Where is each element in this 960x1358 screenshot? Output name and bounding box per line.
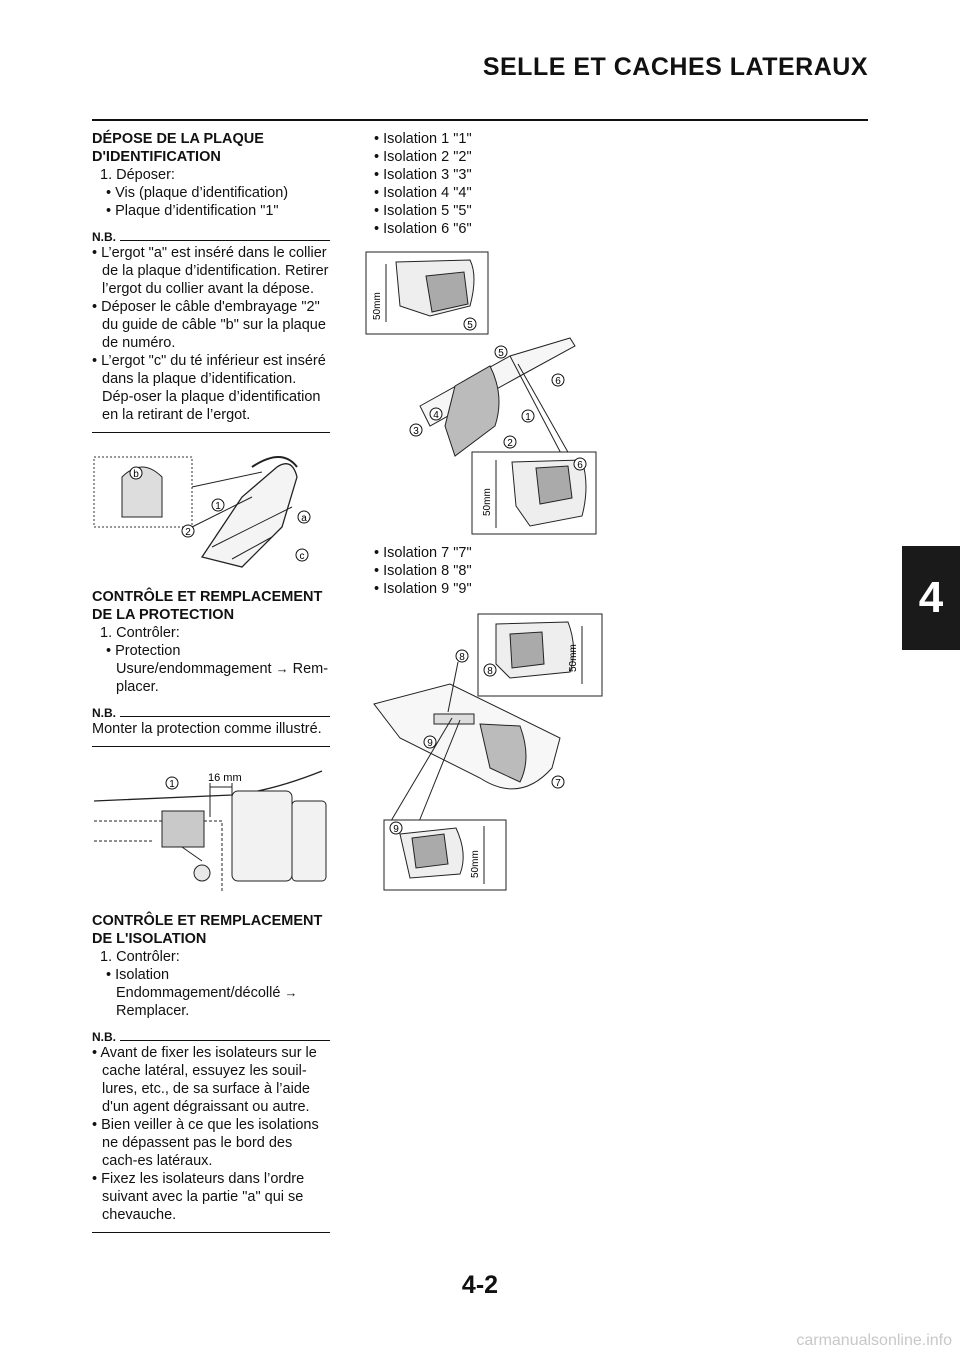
- label-2: 2: [185, 527, 191, 538]
- nb-label: N.B.: [92, 230, 330, 244]
- note-item: • Déposer le câble d'embrayage "2" du guide de câble "b" sur la plaque de numéro.: [92, 298, 330, 352]
- list-item: • Vis (plaque d’identification): [92, 184, 330, 202]
- list-item: • Protection: [92, 642, 330, 660]
- list-item: • Isolation 1 "1": [360, 130, 610, 148]
- figure-isolation-front: [360, 246, 610, 538]
- list-item: • Isolation 7 "7": [360, 544, 610, 562]
- figure-isolation-rear: [360, 608, 610, 894]
- label-a: a: [301, 513, 307, 524]
- note-item: • L’ergot "c" du té inférieur est inséré dans la plaque d’identification. Dép-oser la plaque d’identification en la retirant de l’ergot.: [92, 352, 330, 424]
- section-heading-isolation: CONTRÔLE ET REMPLACEMENT DE L'ISOLATION: [92, 913, 323, 947]
- note-item: • L’ergot "a" est inséré dans le collier de la plaque d’identification. Retirer l’ergot du collier avant la dépose.: [92, 244, 330, 298]
- arrow-icon: →: [275, 661, 289, 676]
- inspection-action: Remplacer.: [116, 1003, 190, 1019]
- inspection-action: Rem-placer.: [116, 661, 329, 695]
- dimension-label: 50mm: [470, 850, 481, 878]
- dimension-label: 50mm: [482, 488, 493, 516]
- left-column: [92, 130, 330, 1233]
- chapter-tab: 4: [902, 546, 960, 650]
- step-controler: 1. Contrôler:: [100, 949, 180, 965]
- list-item: • Isolation 4 "4": [360, 184, 610, 202]
- figure-plaque-illustration: [92, 447, 330, 571]
- arrow-icon: →: [284, 985, 298, 1000]
- label-1: 1: [525, 412, 531, 423]
- note-item: • Fixez les isolateurs dans l’ordre suivant avec la partie "a" qui se chevauche.: [92, 1170, 330, 1224]
- label-6: 6: [577, 460, 583, 471]
- nb-note-protection: [92, 706, 330, 747]
- nb-note-isolation: [92, 1030, 330, 1233]
- label-1: 1: [215, 501, 221, 512]
- label-2: 2: [507, 438, 513, 449]
- note-item: • Avant de fixer les isolateurs sur le cache latéral, essuyez les souil-lures, etc., de sa surface à l’aide d'un agent dégraissant ou autre.: [92, 1044, 330, 1116]
- list-item: • Isolation 3 "3": [360, 166, 610, 184]
- nb-label: N.B.: [92, 1030, 330, 1044]
- list-item: • Plaque d’identification "1": [92, 202, 330, 220]
- page-title: SELLE ET CACHES LATERAUX: [482, 53, 868, 81]
- watermark: carmanualsonline.info: [796, 1332, 952, 1349]
- list-item: • Isolation 6 "6": [360, 220, 610, 238]
- label-5: 5: [467, 320, 473, 331]
- nb-label: N.B.: [92, 706, 330, 720]
- section-heading-plaque: DÉPOSE DE LA PLAQUE D'IDENTIFICATION: [92, 131, 264, 165]
- label-b: b: [133, 469, 139, 480]
- label-9: 9: [393, 824, 399, 835]
- list-item: • Isolation 9 "9": [360, 580, 610, 598]
- inspection-criteria: Usure/endommagement: [116, 661, 272, 677]
- label-3: 3: [413, 426, 419, 437]
- page-number: 4-2: [461, 1271, 499, 1299]
- figure-protection-illustration: [92, 761, 330, 895]
- section-heading-protection: CONTRÔLE ET REMPLACEMENT DE LA PROTECTION: [92, 589, 323, 623]
- dimension-label: 16 mm: [208, 772, 242, 784]
- label-c: c: [299, 551, 305, 562]
- label-1: 1: [169, 779, 175, 790]
- label-9: 9: [427, 738, 433, 749]
- note-item: • Bien veiller à ce que les isolations ne dépassent pas le bord des cach-es latéraux.: [92, 1116, 330, 1170]
- list-item: • Isolation 2 "2": [360, 148, 610, 166]
- title-rule: [92, 119, 868, 121]
- nb-note-plaque: [92, 230, 330, 433]
- dimension-label: 50mm: [372, 292, 383, 320]
- step-deposer: 1. Déposer:: [100, 167, 175, 183]
- label-8: 8: [459, 652, 465, 663]
- list-item: • Isolation 5 "5": [360, 202, 610, 220]
- label-8: 8: [487, 666, 493, 677]
- list-item: • Isolation: [92, 966, 330, 984]
- right-column: [360, 130, 610, 894]
- note-text: Monter la protection comme illustré.: [92, 720, 330, 747]
- label-4: 4: [433, 410, 439, 421]
- label-5: 5: [498, 348, 504, 359]
- step-controler: 1. Contrôler:: [100, 625, 180, 641]
- inspection-criteria: Endommagement/décollé: [116, 985, 281, 1001]
- list-item: • Isolation 8 "8": [360, 562, 610, 580]
- label-6: 6: [555, 376, 561, 387]
- dimension-label: 50mm: [568, 644, 579, 672]
- label-7: 7: [555, 778, 561, 789]
